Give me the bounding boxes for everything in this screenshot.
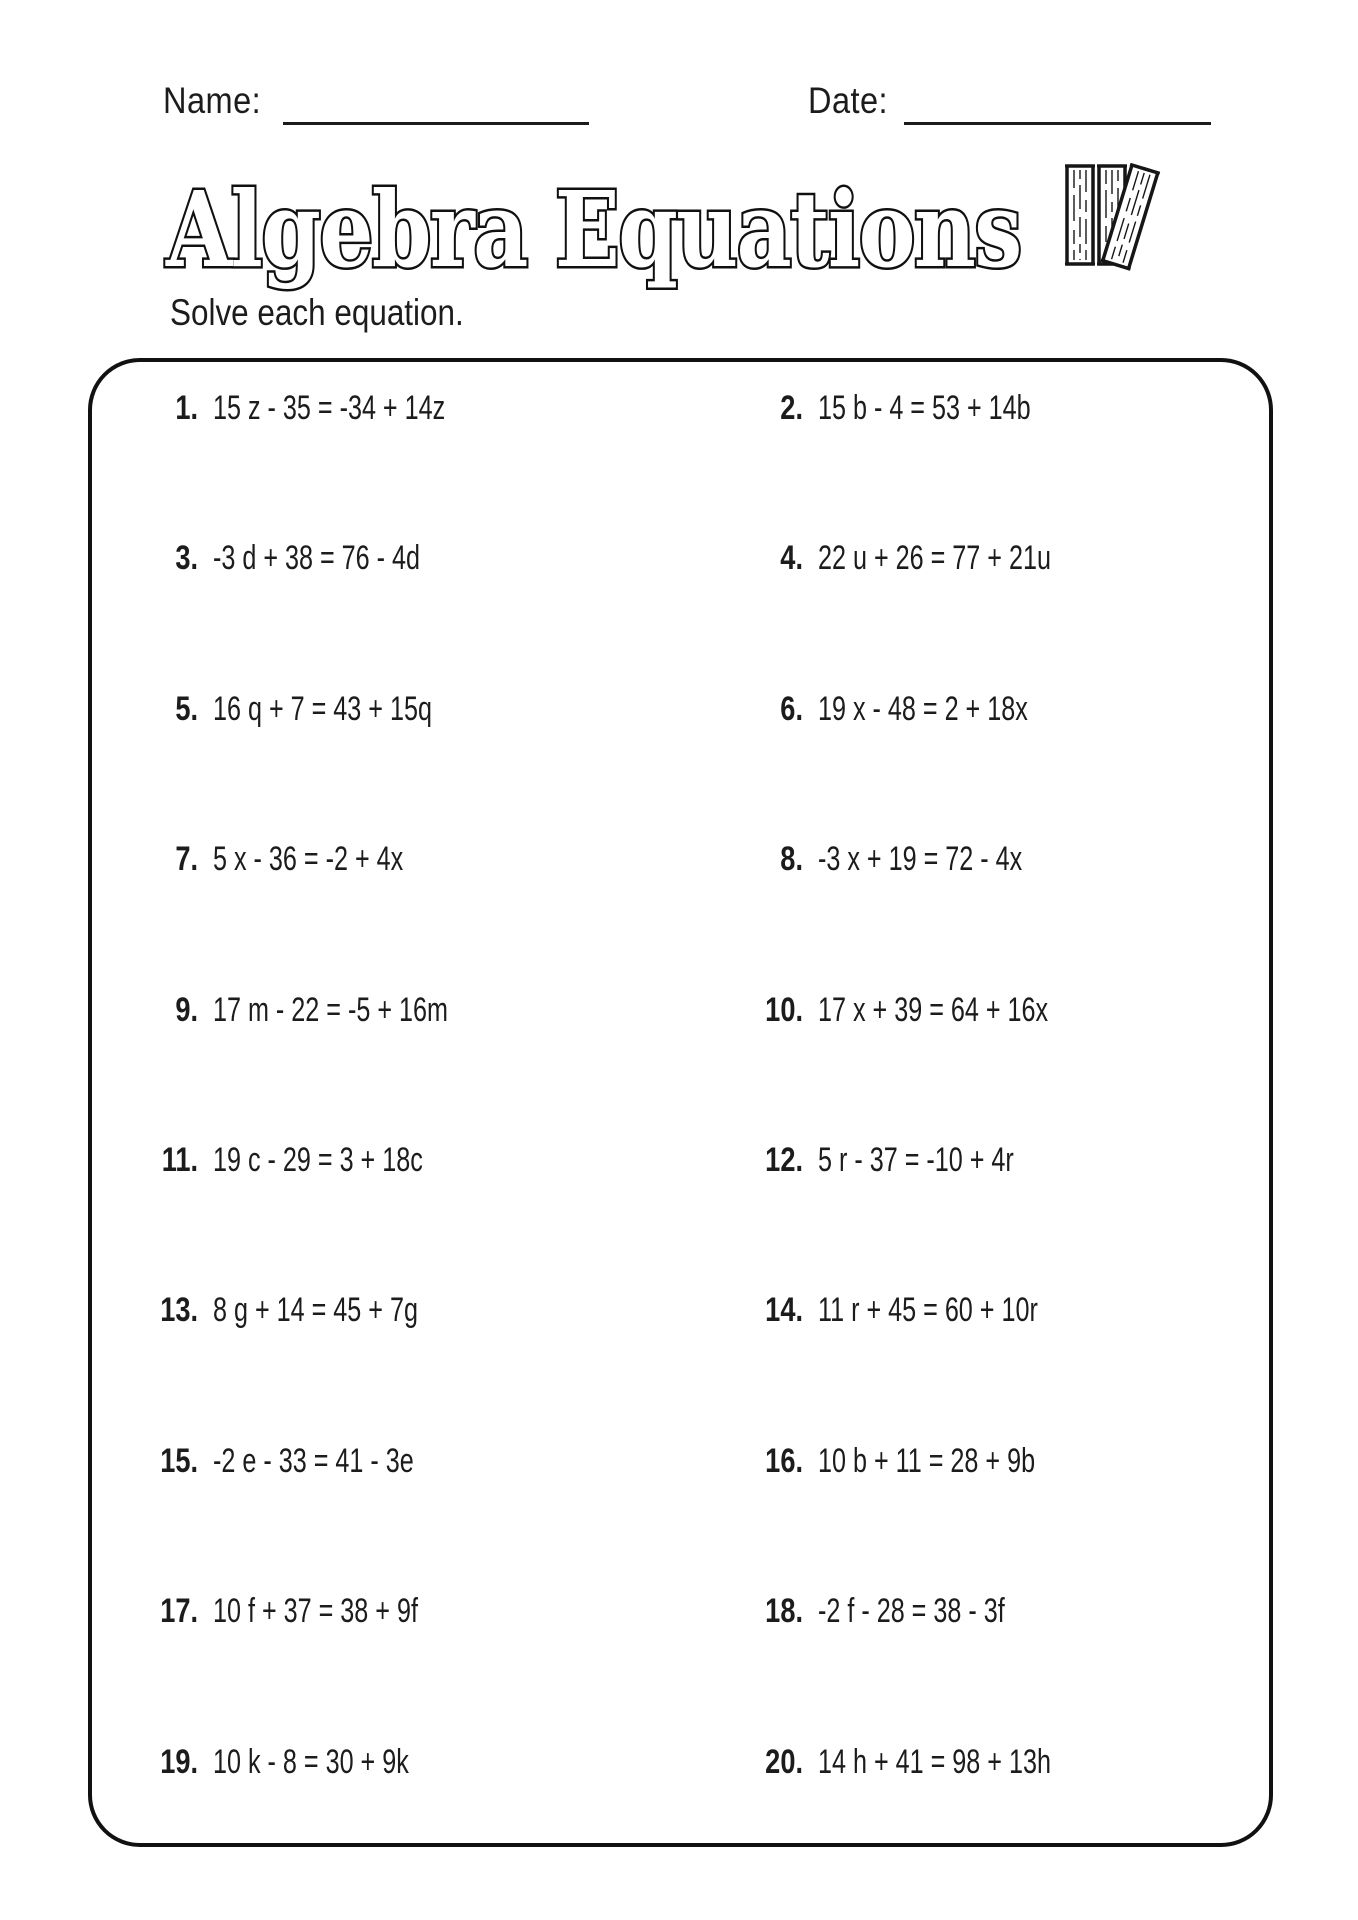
problem-item <box>140 690 745 840</box>
problem-equation: 11 r + 45 = 60 + 10r <box>818 1291 1038 1330</box>
date-blank-line <box>904 121 1211 125</box>
problem-equation: -2 e - 33 = 41 - 3e <box>213 1441 414 1480</box>
problem-item <box>140 991 745 1141</box>
problem-item <box>745 1141 1133 1291</box>
problem-equation: 5 x - 36 = -2 + 4x <box>213 840 404 879</box>
problem-item <box>140 389 745 539</box>
problem-equation: 19 x - 48 = 2 + 18x <box>818 689 1028 728</box>
problem-equation: -2 f - 28 = 38 - 3f <box>818 1592 1005 1631</box>
problem-number: 17. <box>160 1592 198 1631</box>
problem-equation: 5 r - 37 = -10 + 4r <box>818 1140 1014 1179</box>
problem-number: 5. <box>175 689 198 728</box>
problem-equation: 19 c - 29 = 3 + 18c <box>213 1140 423 1179</box>
problem-equation: 8 g + 14 = 45 + 7g <box>213 1291 418 1330</box>
books-icon <box>1062 158 1190 274</box>
problem-item <box>140 840 745 990</box>
page-title: Algebra Equations <box>166 168 1021 291</box>
problem-number: 2. <box>780 389 803 427</box>
problem-item <box>140 1442 745 1592</box>
name-blank-line <box>283 121 589 125</box>
problem-number: 12. <box>765 1140 803 1179</box>
name-label: Name: <box>163 80 262 121</box>
problem-item <box>140 1743 745 1893</box>
problem-number: 3. <box>175 539 198 578</box>
problem-number: 14. <box>765 1291 803 1330</box>
problems-grid <box>140 389 1133 1893</box>
problem-equation: -3 d + 38 = 76 - 4d <box>213 539 421 578</box>
problem-item <box>745 1291 1133 1441</box>
instruction-text: Solve each equation. <box>170 292 464 333</box>
problem-number: 11. <box>161 1140 198 1179</box>
problem-number: 7. <box>175 840 198 879</box>
problem-item <box>745 1442 1133 1592</box>
problem-number: 18. <box>765 1592 803 1631</box>
problem-item <box>140 1141 745 1291</box>
problems-box <box>88 358 1273 1847</box>
problem-equation: 15 b - 4 = 53 + 14b <box>818 389 1031 427</box>
problem-number: 20. <box>765 1742 803 1781</box>
problem-item <box>745 1592 1133 1742</box>
date-label: Date: <box>808 80 889 121</box>
problem-equation: 10 b + 11 = 28 + 9b <box>818 1441 1036 1480</box>
problem-equation: 17 m - 22 = -5 + 16m <box>213 990 448 1029</box>
problem-item <box>745 1743 1133 1893</box>
problem-number: 10. <box>765 990 803 1029</box>
problem-number: 6. <box>780 689 803 728</box>
problem-item <box>745 389 1133 539</box>
problem-item <box>745 539 1133 689</box>
problem-equation: 16 q + 7 = 43 + 15q <box>213 689 432 728</box>
problem-number: 8. <box>780 840 803 879</box>
problem-equation: 17 x + 39 = 64 + 16x <box>818 990 1049 1029</box>
problem-equation: -3 x + 19 = 72 - 4x <box>818 840 1023 879</box>
problem-item <box>745 840 1133 990</box>
problem-equation: 15 z - 35 = -34 + 14z <box>213 389 446 427</box>
problem-number: 15. <box>160 1441 198 1480</box>
problem-item <box>140 1592 745 1742</box>
problem-number: 19. <box>160 1742 198 1781</box>
problem-item <box>745 991 1133 1141</box>
problem-equation: 14 h + 41 = 98 + 13h <box>818 1742 1051 1781</box>
problem-number: 9. <box>175 990 198 1029</box>
problem-number: 16. <box>765 1441 803 1480</box>
problem-number: 1. <box>175 389 198 427</box>
problem-item <box>140 1291 745 1441</box>
problem-number: 13. <box>160 1291 198 1330</box>
problem-equation: 10 f + 37 = 38 + 9f <box>213 1592 418 1631</box>
problem-item <box>140 539 745 689</box>
problem-equation: 22 u + 26 = 77 + 21u <box>818 539 1051 578</box>
problem-number: 4. <box>780 539 803 578</box>
problem-item <box>745 690 1133 840</box>
problem-equation: 10 k - 8 = 30 + 9k <box>213 1742 409 1781</box>
